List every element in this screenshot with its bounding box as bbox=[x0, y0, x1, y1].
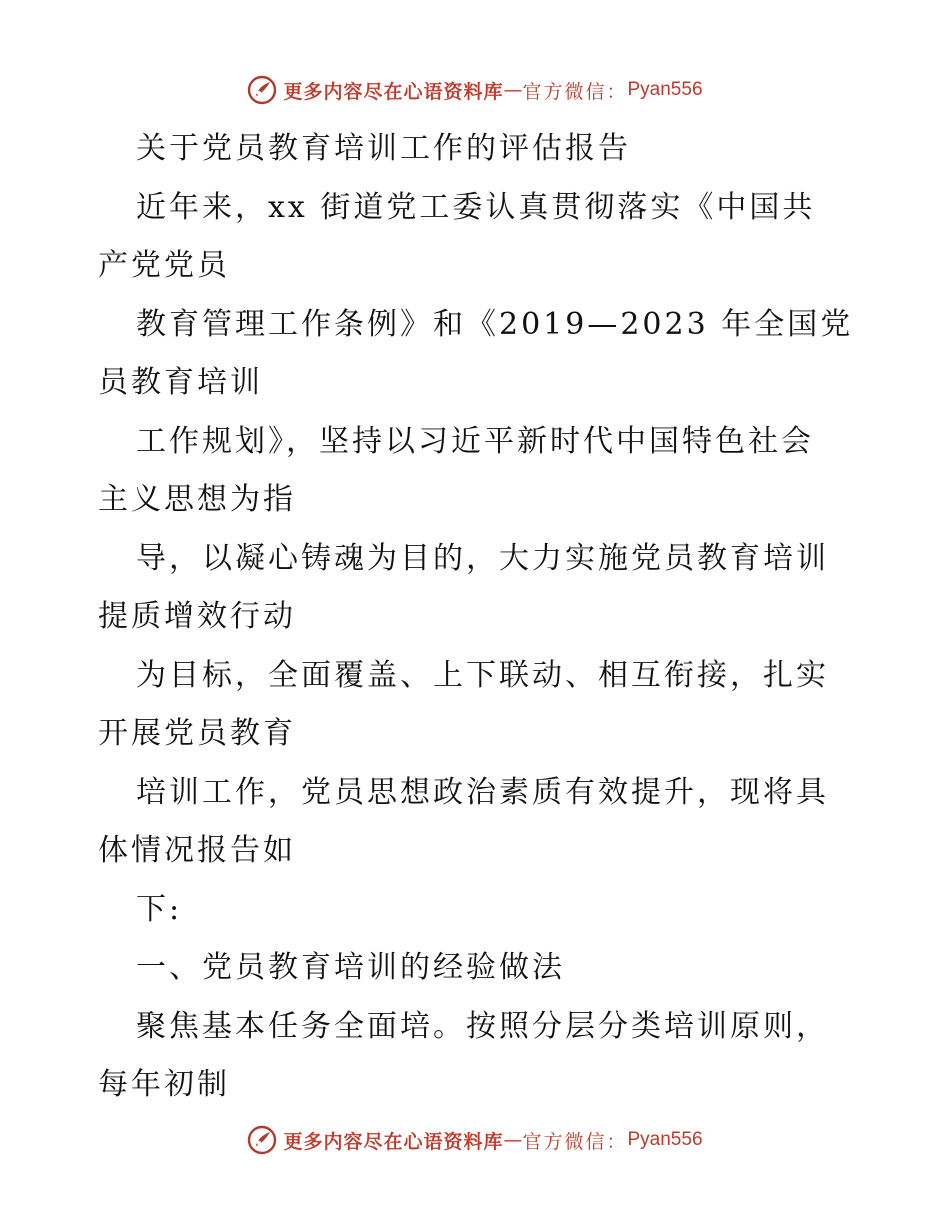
banner-official-label: 官方微信： bbox=[522, 80, 628, 103]
header-banner[interactable] bbox=[0, 70, 950, 110]
brand-logo-icon bbox=[247, 75, 277, 105]
body-text-line: 每年初制 bbox=[98, 1067, 230, 1102]
body-text-line: 员教育培训 bbox=[98, 365, 263, 400]
body-text-line: 近年来，xx 街道党工委认真贯彻落实《中国共 bbox=[136, 189, 816, 225]
banner-dash: — bbox=[503, 1129, 523, 1151]
body-text-line: 为目标，全面覆盖、上下联动、相互衔接，扎实 bbox=[136, 657, 829, 693]
body-text-line: 培训工作，党员思想政治素质有效提升，现将具 bbox=[136, 774, 829, 810]
banner-wechat-handle: Pyan556 bbox=[627, 1129, 703, 1150]
footer-banner[interactable] bbox=[0, 1120, 950, 1160]
body-text-line: 教育管理工作条例》和《2019—2023 年全国党 bbox=[136, 306, 854, 342]
body-text-line: 工作规划》，坚持以习近平新时代中国特色社会 bbox=[136, 423, 814, 459]
banner-dash: — bbox=[503, 79, 523, 101]
body-text-line: 聚焦基本任务全面培。按照分层分类培训原则， bbox=[136, 1008, 829, 1044]
brand-logo-icon bbox=[247, 1125, 277, 1155]
banner-main-text: 更多内容尽在心语资料库 bbox=[283, 1130, 504, 1153]
banner-wechat-handle: Pyan556 bbox=[627, 79, 703, 100]
body-text-line: 下: bbox=[136, 891, 183, 927]
body-text-line: 体情况报告如 bbox=[98, 833, 296, 868]
banner-official-label: 官方微信： bbox=[522, 1130, 628, 1153]
body-text-line: 一、党员教育培训的经验做法 bbox=[136, 950, 565, 985]
body-text-line: 提质增效行动 bbox=[98, 599, 296, 634]
body-text-line: 产党党员 bbox=[98, 248, 230, 283]
body-text-line: 导，以凝心铸魂为目的，大力实施党员教育培训 bbox=[136, 540, 829, 576]
document-body bbox=[98, 120, 858, 1115]
body-text-line: 主义思想为指 bbox=[98, 482, 296, 517]
document-title: 关于党员教育培训工作的评估报告 bbox=[136, 131, 631, 166]
body-text-line: 开展党员教育 bbox=[98, 716, 296, 751]
banner-main-text: 更多内容尽在心语资料库 bbox=[283, 80, 504, 103]
